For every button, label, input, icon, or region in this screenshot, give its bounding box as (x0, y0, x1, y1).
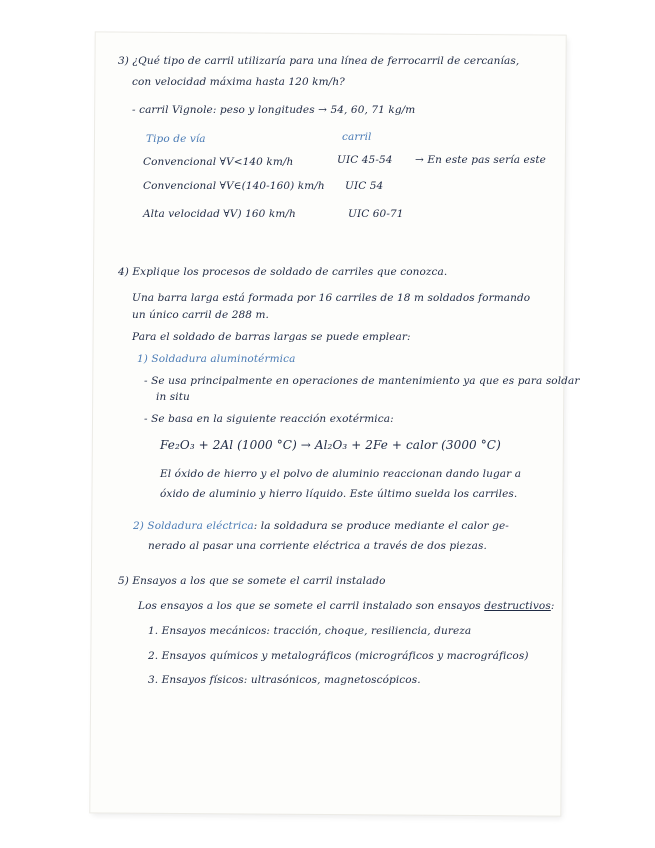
q3-row1-via: Convencional ∀V<140 km/h (143, 156, 294, 168)
q3-row3-via: Alta velocidad ∀V) 160 km/h (143, 208, 296, 220)
q5-intro (138, 600, 554, 612)
q4-sub1-heading: 1) Soldadura aluminotérmica (137, 353, 296, 365)
q5-item-physical: 3. Ensayos físicos: ultrasónicos, magnetoscópicos. (148, 674, 421, 686)
q4-sub1-a-line2: in situ (156, 391, 190, 403)
q4-sub1-a-line1: - Se usa principalmente en operaciones de mantenimiento ya que es para soldar (144, 375, 580, 387)
q3-row2-via: Convencional ∀V∈(140-160) km/h (143, 180, 325, 192)
q4-intro-line1: Una barra larga está formada por 16 carriles de 18 m soldados formando (132, 292, 531, 304)
q3-row2-carril: UIC 54 (345, 180, 384, 192)
q4-reaction: Fe₂O₃ + 2Al (1000 °C) → Al₂O₃ + 2Fe + calor (3000 °C) (160, 438, 501, 452)
q4-explanation-line1: El óxido de hierro y el polvo de aluminio reaccionan dando lugar a (160, 468, 522, 480)
q4-intro-line2: un único carril de 288 m. (132, 309, 269, 321)
q4-sub2-heading: 2) Soldadura eléctrica (133, 520, 254, 532)
q3-title-line2: con velocidad máxima hasta 120 km/h? (132, 76, 345, 88)
q4-sub1-b: - Se basa en la siguiente reacción exotérmica: (144, 413, 394, 425)
q4-sub2-text-line2: nerado al pasar una corriente eléctrica a través de dos piezas. (148, 540, 487, 552)
q3-head-via: Tipo de vía (146, 133, 206, 145)
q3-row3-carril: UIC 60-71 (348, 208, 404, 220)
q5-item-chemical: 2. Ensayos químicos y metalográficos (micrográficos y macrográficos) (148, 650, 529, 662)
q3-row1-carril: UIC 45-54 (337, 154, 393, 166)
q3-vignole: - carril Vignole: peso y longitudes → 54, 60, 71 kg/m (132, 104, 416, 116)
q4-explanation-line2: óxido de aluminio y hierro líquido. Este último suelda los carriles. (160, 488, 518, 500)
q5-intro-colon: : (550, 600, 555, 612)
q4-sub2-text: : la soldadura se produce mediante el calor ge- (253, 520, 509, 532)
q3-row1-note: → En este pas sería este (415, 154, 546, 166)
q4-intro-line3: Para el soldado de barras largas se puede emplear: (132, 331, 411, 343)
q4-sub2 (133, 520, 509, 532)
q3-title-line1: 3) ¿Qué tipo de carril utilizaría para una línea de ferrocarril de cercanías, (118, 55, 520, 67)
q4-title: 4) Explique los procesos de soldado de carriles que conozca. (118, 266, 448, 278)
q5-item-mechanical: 1. Ensayos mecánicos: tracción, choque, resiliencia, dureza (148, 625, 472, 637)
q3-head-carril: carril (342, 131, 372, 143)
q5-intro-underlined: destructivos (484, 600, 551, 612)
q5-title: 5) Ensayos a los que se somete el carril instalado (118, 575, 386, 587)
q5-intro-text: Los ensayos a los que se somete el carril instalado son ensayos (138, 600, 485, 612)
